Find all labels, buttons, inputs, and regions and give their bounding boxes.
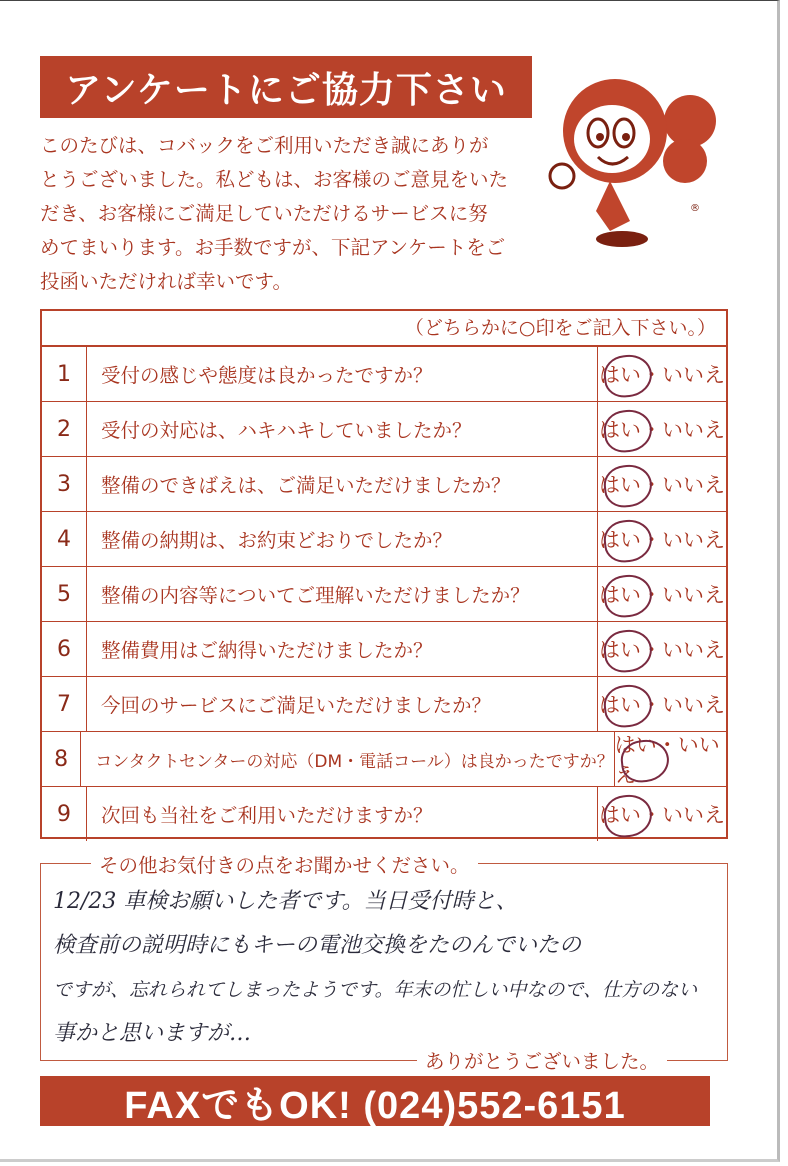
- answer-choice[interactable]: [598, 787, 726, 841]
- intro-line: このたびは、コバックをご利用いただき誠にありが: [40, 134, 489, 157]
- survey-table: [40, 309, 728, 839]
- question-row: [42, 567, 726, 622]
- question-number: 8: [42, 732, 81, 786]
- handwritten-line: 事かと思いますが…: [53, 1021, 252, 1046]
- answer-choice[interactable]: [598, 677, 726, 731]
- answer-label: はい・いいえ: [599, 418, 725, 442]
- answer-choice[interactable]: [598, 347, 726, 401]
- question-number: 6: [42, 622, 87, 676]
- comment-box[interactable]: [40, 854, 728, 1073]
- answer-choice[interactable]: [598, 567, 726, 621]
- answer-choice[interactable]: [598, 402, 726, 456]
- question-number: 1: [42, 347, 87, 401]
- answer-label: はい・いいえ: [599, 583, 725, 607]
- question-number: 5: [42, 567, 87, 621]
- question-row: [42, 787, 726, 841]
- question-text: 整備の内容等についてご理解いただけましたか？: [87, 567, 598, 621]
- answer-choice[interactable]: [615, 732, 726, 786]
- comment-label: その他お気付きの点をお聞かせください。: [91, 850, 478, 878]
- question-row: [42, 677, 726, 732]
- intro-line: だき、お客様にご満足していただけるサービスに努: [40, 202, 488, 225]
- answer-choice[interactable]: [598, 512, 726, 566]
- intro-line: 投函いただければ幸いです。: [40, 270, 292, 293]
- question-text: コンタクトセンターの対応（DM・電話コール）は良かったですか？: [81, 732, 615, 786]
- fax-banner: FAXでもOK! (024)552-6151: [40, 1076, 710, 1126]
- question-number: 4: [42, 512, 87, 566]
- question-row: [42, 622, 726, 677]
- registered-mark: ®: [690, 203, 700, 214]
- question-row: [42, 732, 726, 787]
- answer-label: はい・いいえ: [599, 638, 725, 662]
- answer-label: はい・いいえ: [599, 693, 725, 717]
- question-text: 整備の納期は、お約束どおりでしたか？: [87, 512, 598, 566]
- question-row: [42, 457, 726, 512]
- answer-label: はい・いいえ: [599, 803, 725, 827]
- intro-line: めてまいります。お手数ですが、下記アンケートをご: [40, 236, 506, 259]
- question-number: 9: [42, 787, 87, 841]
- question-number: 7: [42, 677, 87, 731]
- question-text: 整備費用はご納得いただけましたか？: [87, 622, 598, 676]
- question-number: 3: [42, 457, 87, 511]
- mascot-character-icon: [540, 61, 720, 251]
- survey-instruction: （どちらかに○印をご記入下さい。）: [42, 311, 726, 347]
- handwritten-line: 12/23 車検お願いした者です。当日受付時と、: [53, 889, 518, 914]
- intro-text: [40, 129, 540, 299]
- question-number: 2: [42, 402, 87, 456]
- answer-label: はい・いいえ: [599, 473, 725, 497]
- question-text: 受付の対応は、ハキハキしていましたか？: [87, 402, 598, 456]
- answer-label: はい・いいえ: [599, 528, 725, 552]
- question-text: 受付の感じや態度は良かったですか？: [87, 347, 598, 401]
- question-text: 整備のできばえは、ご満足いただけましたか？: [87, 457, 598, 511]
- question-text: 次回も当社をご利用いただけますか？: [87, 787, 598, 841]
- answer-label: はい・いいえ: [599, 363, 725, 387]
- answer-choice[interactable]: [598, 457, 726, 511]
- handwritten-line: 検査前の説明時にもキーの電池交換をたのんでいたの: [53, 933, 582, 958]
- thanks-text: ありがとうございました。: [417, 1046, 667, 1074]
- handwritten-line: ですが、忘れられてしまったようです。年末の忙しい中なので、仕方のない: [53, 979, 698, 1001]
- intro-line: とうございました。私どもは、お客様のご意見をいた: [40, 168, 509, 191]
- question-row: [42, 347, 726, 402]
- handwritten-comment: [53, 880, 723, 1056]
- title-banner: アンケートにご協力下さい: [40, 56, 532, 118]
- question-row: [42, 512, 726, 567]
- answer-choice[interactable]: [598, 622, 726, 676]
- question-row: [42, 402, 726, 457]
- answer-label: はい・いいえ: [614, 733, 720, 787]
- question-text: 今回のサービスにご満足いただけましたか？: [87, 677, 598, 731]
